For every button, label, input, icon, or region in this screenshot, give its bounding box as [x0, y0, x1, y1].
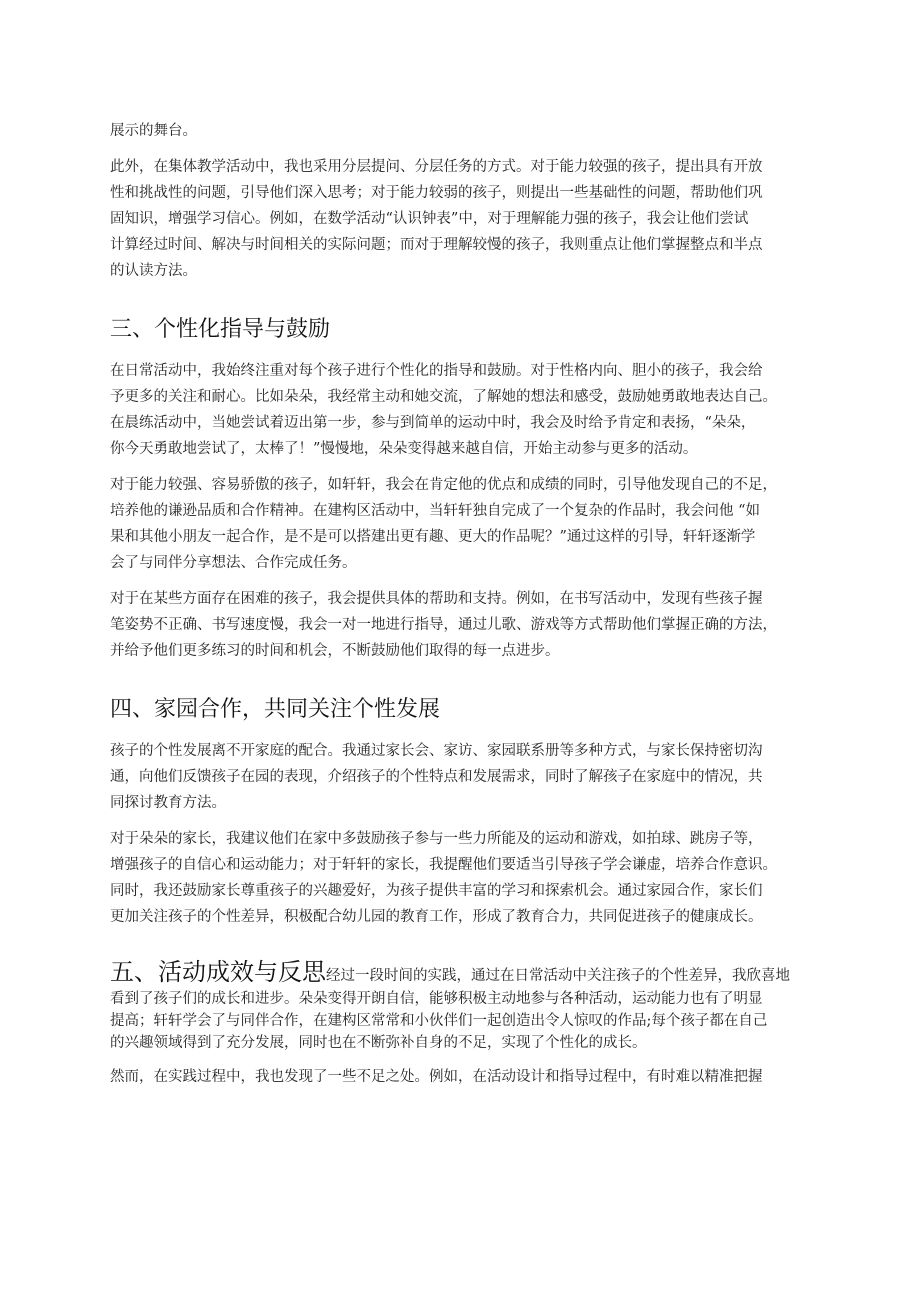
text-line: 性和挑战性的问题，引导他们深入思考；对于能力较弱的孩子，则提出一些基础性的问题，帮助他们巩 [110, 185, 763, 201]
text-line: 会了与同伴分享想法、合作完成任务。 [110, 555, 357, 571]
paragraph-3-3 [110, 586, 822, 664]
text-line: 对于在某些方面存在困难的孩子，我会提供具体的帮助和支持。例如，在书写活动中，发现有些孩子握 [110, 591, 763, 607]
text-line: 同时，我还鼓励家长尊重孩子的兴趣爱好，为孩子提供丰富的学习和探索机会。通过家园合作，家长们 [110, 883, 763, 899]
paragraph-4-1 [110, 738, 822, 816]
text-line: 同探讨教育方法。 [110, 795, 226, 811]
paragraph-layered-tasks [110, 154, 822, 284]
text-line: 通，向他们反馈孩子在园的表现，介绍孩子的个性特点和发展需求，同时了解孩子在家庭中的情况，共 [110, 769, 763, 785]
text-line: 对于能力较强、容易骄傲的孩子，如轩轩，我会在肯定他的优点和成绩的同时，引导他发现自己的不足， [110, 477, 777, 493]
text-line: 此外，在集体教学活动中，我也采用分层提问、分层任务的方式。对于能力较强的孩子，提出具有开放 [110, 159, 763, 175]
text-line: 固知识，增强学习信心。例如，在数学活动“认识钟表”中，对于理解能力强的孩子，我会让他们尝试 [110, 211, 749, 227]
text-line: 更加关注孩子的个性差异，积极配合幼儿园的教育工作，形成了教育合力，共同促进孩子的健康成长。 [110, 909, 763, 925]
text-line: 孩子的个性发展离不开家庭的配合。我通过家长会、家访、家园联系册等多种方式，与家长保持密切沟 [110, 743, 763, 759]
paragraph-5-2 [110, 1064, 822, 1090]
text-line: 看到了孩子们的成长和进步。朵朵变得开朗自信，能够积极主动地参与各种活动，运动能力也有了明显 [110, 991, 763, 1007]
paragraph-3-1 [110, 358, 822, 462]
text-line: 在晨练活动中，当她尝试着迈出第一步，参与到简单的运动中时，我会及时给予肯定和表扬，“朵朵， [110, 415, 756, 431]
text-line: 予更多的关注和耐心。比如朵朵，我经常主动和她交流，了解她的想法和感受，鼓励她勇敢地表达自己。 [110, 389, 777, 405]
section-heading-5: 五、活动成效与反思 [110, 958, 326, 986]
section-heading-4: 四、家园合作，共同关注个性发展 [110, 697, 441, 722]
text-line: 对于朵朵的家长，我建议他们在家中多鼓励孩子参与一些力所能及的运动和游戏，如拍球、跳房子等， [110, 831, 763, 847]
document-page [110, 118, 822, 1100]
text-line: 计算经过时间、解决与时间相关的实际问题；而对于理解较慢的孩子，我则重点让他们掌握整点和半点 [110, 237, 763, 253]
paragraph-5-1 [110, 956, 822, 1054]
paragraph-3-2 [110, 472, 822, 576]
text-line: 增强孩子的自信心和运动能力；对于轩轩的家长，我提醒他们要适当引导孩子学会谦虚，培养合作意识。 [110, 857, 777, 873]
text-line: 的认读方法。 [110, 263, 197, 279]
text-line: 经过一段时间的实践，通过在日常活动中关注孩子的个性差异，我欣喜地 [326, 968, 790, 984]
text-line: 在日常活动中，我始终注重对每个孩子进行个性化的指导和鼓励。对于性格内向、胆小的孩子，我会给 [110, 363, 763, 379]
heading-line [110, 956, 822, 988]
paragraph-intro-end [110, 118, 822, 144]
text-line: 然而，在实践过程中，我也发现了一些不足之处。例如，在活动设计和指导过程中，有时难以精准把握 [110, 1069, 763, 1085]
text-line: 你今天勇敢地尝试了，太棒了！”慢慢地，朵朵变得越来越自信，开始主动参与更多的活动。 [110, 441, 698, 457]
text-line: 展示的舞台。 [110, 123, 197, 139]
text-line: 培养他的谦逊品质和合作精神。在建构区活动中，当轩轩独自完成了一个复杂的作品时，我会问他 “如 [110, 503, 761, 519]
section-heading-3: 三、个性化指导与鼓励 [110, 317, 331, 342]
text-line: 的兴趣领域得到了充分发展，同时也在不断弥补自身的不足，实现了个性化的成长。 [110, 1035, 647, 1051]
text-line: 果和其他小朋友一起合作，是不是可以搭建出更有趣、更大的作品呢？”通过这样的引导，轩轩逐渐学 [110, 529, 756, 545]
text-line: 并给予他们更多练习的时间和机会，不断鼓励他们取得的每一点进步。 [110, 643, 560, 659]
paragraph-4-2 [110, 826, 822, 930]
text-line: 提高；轩轩学会了与同伴合作，在建构区常常和小伙伴们一起创造出令人惊叹的作品;每个孩子都在自己 [110, 1013, 768, 1029]
text-line: 笔姿势不正确、书写速度慢，我会一对一地进行指导，通过儿歌、游戏等方式帮助他们掌握正确的方法， [110, 617, 777, 633]
